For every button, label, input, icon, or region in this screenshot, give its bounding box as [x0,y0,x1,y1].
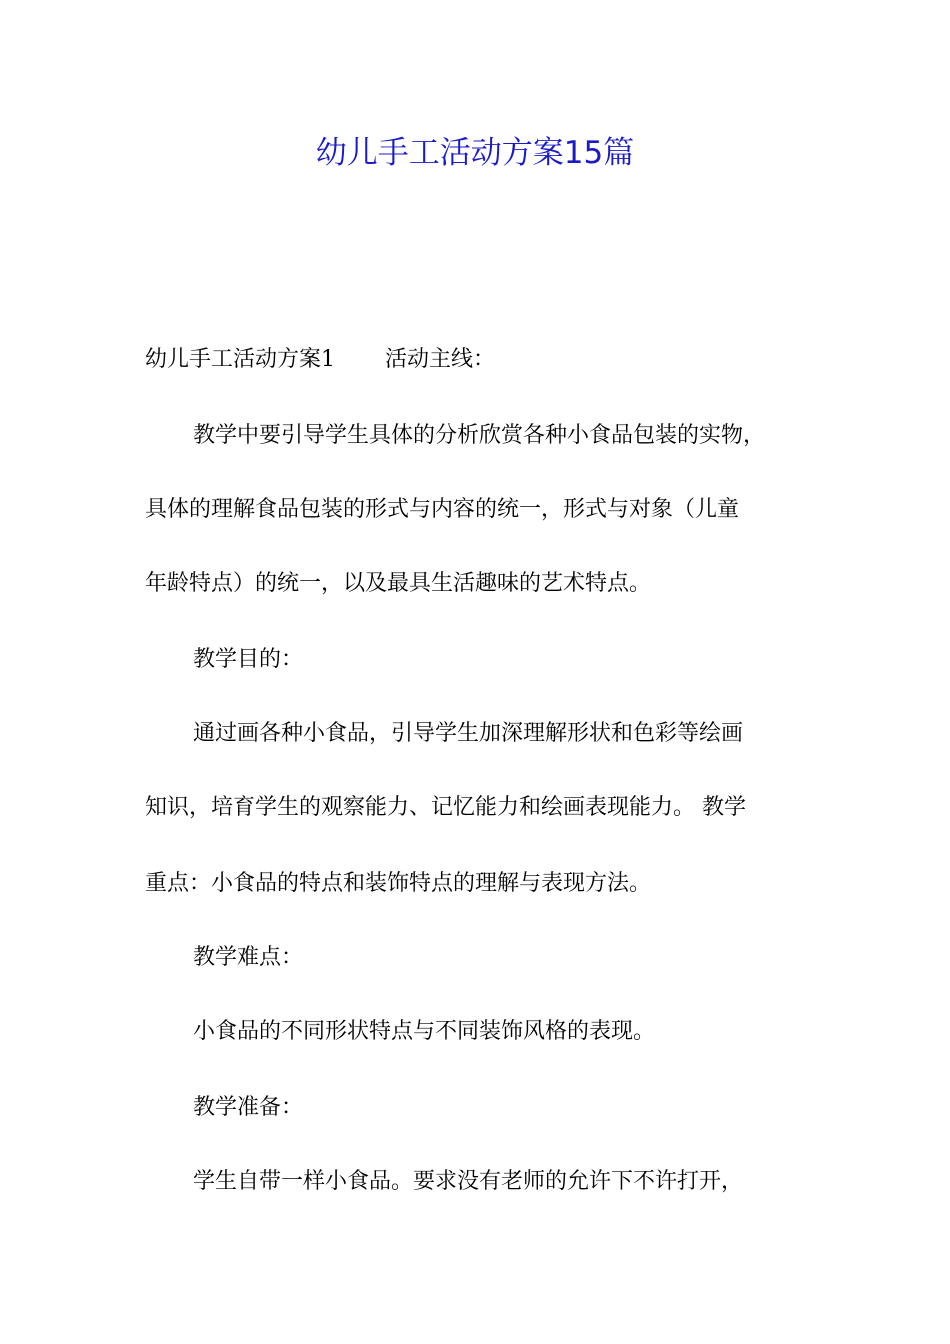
subheading-line: 教学准备： [193,1095,304,1120]
subheading-line: 教学难点： [193,945,304,970]
activity-mainline-label: 活动主线： [385,347,496,372]
subheading-line: 教学目的： [193,647,304,672]
paragraph-line: 年龄特点）的统一，以及最具生活趣味的艺术特点。 [145,571,652,596]
paragraph-line: 知识，培育学生的观察能力、记忆能力和绘画表现能力。 教学 [145,795,746,820]
section-heading: 幼儿手工活动方案1 [145,347,335,372]
paragraph-line: 教学中要引导学生具体的分析欣赏各种小食品包装的实物， [193,423,766,448]
paragraph-line: 具体的理解食品包装的形式与内容的统一，形式与对象（儿童 [145,497,740,522]
paragraph-line: 小食品的不同形状特点与不同装饰风格的表现。 [193,1019,656,1044]
document-title: 幼儿手工活动方案15篇 [315,135,635,171]
paragraph-line: 学生自带一样小食品。要求没有老师的允许下不许打开， [193,1169,744,1194]
paragraph-line: 通过画各种小食品，引导学生加深理解形状和色彩等绘画 [193,721,744,746]
section-heading-line [145,340,495,380]
paragraph-line: 重点：小食品的特点和装饰特点的理解与表现方法。 [145,871,652,896]
